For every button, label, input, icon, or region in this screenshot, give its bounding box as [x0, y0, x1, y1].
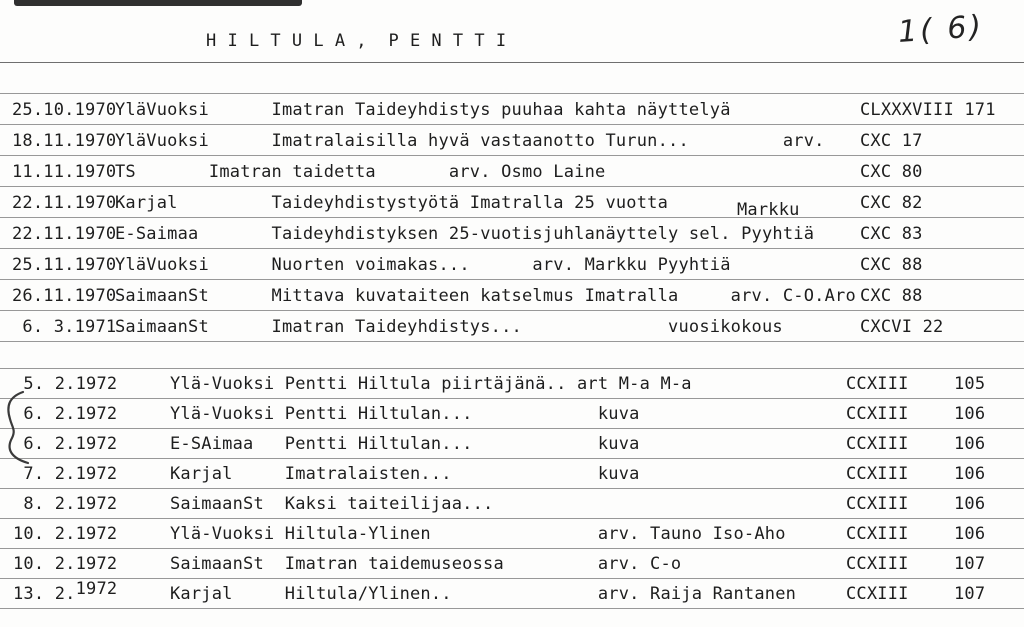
entry-text: Karjal Imatralaisten... kuva: [170, 464, 640, 484]
entry-date: 25.10.1970: [12, 100, 117, 120]
page-bottom-margin: [0, 609, 1024, 627]
entry-row: [0, 125, 1024, 156]
entry-date: 6. 3.1971: [12, 317, 117, 337]
entry-date: 13. 2.1972: [13, 579, 118, 604]
entry-row: [0, 429, 1024, 459]
entry-page-ref: 106: [954, 494, 986, 514]
entry-text: Karjal Hiltula/Ylinen.. arv. Raija Rantanen: [170, 584, 797, 604]
entry-volume-ref: CCXIII: [846, 584, 909, 604]
entry-volume-ref: CCXIII: [846, 374, 909, 394]
entry-date: 11.11.1970: [12, 162, 117, 182]
entry-volume-ref: CXCVI 22: [860, 317, 944, 337]
entry-row: [0, 218, 1024, 249]
entries-block-1972: [0, 369, 1024, 609]
entry-text: Ylä-Vuoksi Pentti Hiltulan... kuva: [170, 404, 640, 424]
entry-text: Karjal Taideyhdistystyötä Imatralla 25 vuotta: [115, 193, 669, 213]
entry-date: 6. 2.1972: [13, 434, 118, 454]
entry-row: [0, 369, 1024, 399]
page-title: H I L T U L A , P E N T T I: [206, 31, 507, 51]
entry-volume-ref: CCXIII: [846, 404, 909, 424]
entry-row: [0, 94, 1024, 125]
entry-text: SaimaanSt Imatran taidemuseossa arv. C-o: [170, 554, 682, 574]
entry-page-ref: 105: [954, 374, 986, 394]
entry-row: [0, 459, 1024, 489]
entry-volume-ref: CXC 88: [860, 255, 923, 275]
entry-volume-ref: CXC 17: [860, 131, 923, 151]
entry-date: 6. 2.1972: [13, 404, 118, 424]
entry-page-ref: 106: [954, 524, 986, 544]
entry-volume-ref: CLXXXVIII 171: [860, 100, 996, 120]
entry-text: E-Saimaa Taideyhdistyksen 25-vuotisjuhlanäyttely sel. Pyyhtiä: [115, 224, 815, 244]
ruled-spacer: [0, 63, 1024, 94]
entry-date-raised: 1972: [75, 579, 118, 599]
entry-date: 26.11.1970: [12, 286, 117, 306]
entry-date: 5. 2.1972: [13, 374, 118, 394]
entry-row: [0, 489, 1024, 519]
entry-date: 7. 2.1972: [13, 464, 118, 484]
entry-page-ref: 106: [954, 434, 986, 454]
entry-row: [0, 519, 1024, 549]
entry-volume-ref: CCXIII: [846, 494, 909, 514]
entry-date: 25.11.1970: [12, 255, 117, 275]
entry-date: 8. 2.1972: [13, 494, 118, 514]
entry-volume-ref: CXC 82: [860, 193, 923, 213]
entry-row: [0, 311, 1024, 342]
entry-volume-ref: CCXIII: [846, 434, 909, 454]
handwritten-brace-mark: [2, 388, 32, 472]
entry-row: [0, 280, 1024, 311]
entry-text: Ylä-Vuoksi Pentti Hiltula piirtäjänä.. art M-a M-a: [170, 374, 692, 394]
typed-insert-note: Markku: [737, 200, 800, 220]
entry-date: 22.11.1970: [12, 224, 117, 244]
ruled-spacer: [0, 342, 1024, 369]
entry-volume-ref: CXC 80: [860, 162, 923, 182]
entry-text: YläVuoksi Imatralaisilla hyvä vastaanotto Turun... arv.: [115, 131, 825, 151]
entries-block-1970-1971: [0, 94, 1024, 342]
entry-text: Ylä-Vuoksi Hiltula-Ylinen arv. Tauno Iso-Aho: [170, 524, 786, 544]
entry-volume-ref: CXC 83: [860, 224, 923, 244]
entry-row: [0, 549, 1024, 579]
entry-text: E-SAimaa Pentti Hiltulan... kuva: [170, 434, 640, 454]
entry-text: YläVuoksi Imatran Taideyhdistys puuhaa kahta näyttelyä: [115, 100, 731, 120]
entry-page-ref: 107: [954, 584, 986, 604]
entry-row: [0, 187, 1024, 218]
entry-date: 22.11.1970: [12, 193, 117, 213]
entry-volume-ref: CCXIII: [846, 554, 909, 574]
entry-text: SaimaanSt Kaksi taiteilijaa...: [170, 494, 494, 514]
entry-page-ref: 106: [954, 404, 986, 424]
entry-text: SaimaanSt Mittava kuvataiteen katselmus Imatralla arv. C-O.Aro: [115, 286, 856, 306]
entry-volume-ref: CCXIII: [846, 524, 909, 544]
page-header: [0, 0, 1024, 63]
entry-row: [0, 579, 1024, 609]
entry-page-ref: 106: [954, 464, 986, 484]
handwritten-page-number: 1( 6): [896, 9, 986, 50]
entry-volume-ref: CXC 88: [860, 286, 923, 306]
entry-date: 10. 2.1972: [13, 554, 118, 574]
entry-row: [0, 249, 1024, 280]
entry-date: 18.11.1970: [12, 131, 117, 151]
entry-page-ref: 107: [954, 554, 986, 574]
entry-date: 10. 2.1972: [13, 524, 118, 544]
entry-row: [0, 156, 1024, 187]
entry-text: SaimaanSt Imatran Taideyhdistys... vuosikokous: [115, 317, 783, 337]
entry-volume-ref: CCXIII: [846, 464, 909, 484]
entry-row: [0, 399, 1024, 429]
entry-text: TS Imatran taidetta arv. Osmo Laine: [115, 162, 606, 182]
entry-text: YläVuoksi Nuorten voimakas... arv. Markku Pyyhtiä: [115, 255, 731, 275]
